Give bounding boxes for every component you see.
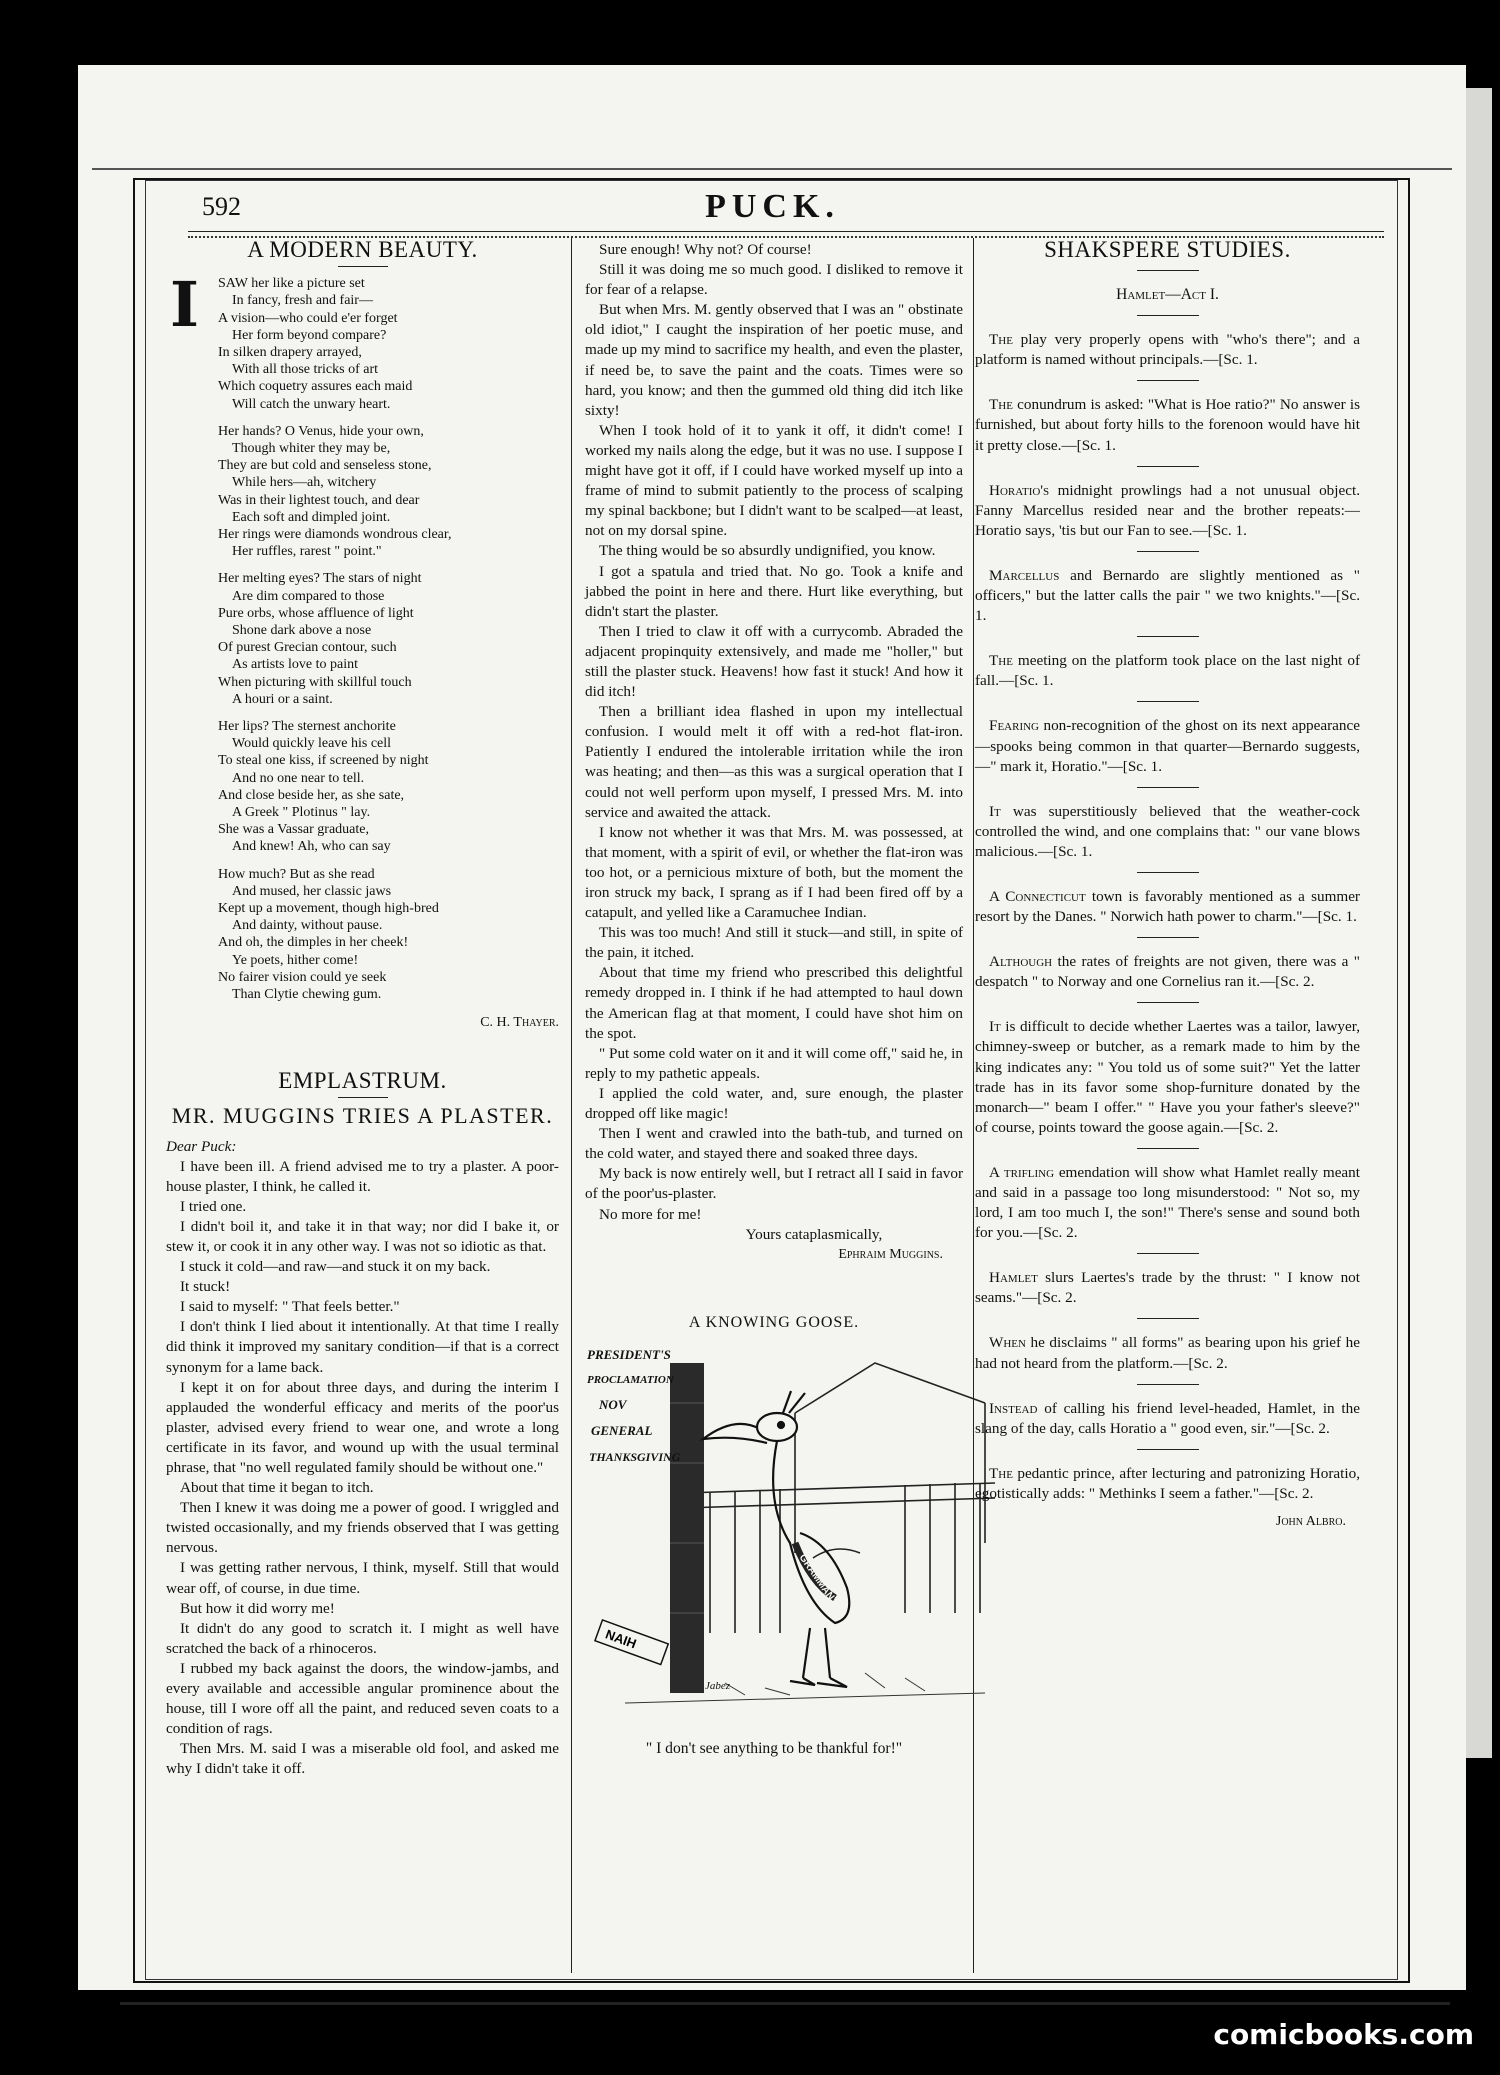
poem-line: Than Clytie chewing gum. xyxy=(232,987,382,1003)
item-divider xyxy=(1137,1449,1199,1450)
paragraph: I was getting rather nervous, I think, myself. Still that would wear off, of course, in due time. xyxy=(166,1559,559,1597)
paragraph: I kept it on for about three days, and during the interim I applauded the wonderful efficacy and merits of the poor'us plaster, advised every friend to wear one, and wrote a long certificate in its favor, and wound up with the usual terminal phrase, that "no well regulated family should be without one." xyxy=(166,1378,559,1476)
item-text: play very properly opens with "who's there"; and a platform is named without principals.—[Sc. 1. xyxy=(975,331,1360,369)
sign-text-5: THANKSGIVING xyxy=(589,1449,681,1464)
paragraph: No more for me! xyxy=(599,1205,702,1223)
article-body xyxy=(166,1157,559,1780)
shakspere-item xyxy=(975,1399,1360,1439)
watermark: comicbooks.com xyxy=(1213,2018,1474,2051)
paragraph: Then I went and crawled into the bath-tub, and turned on the cold water, and stayed there and soaked three days. xyxy=(585,1125,963,1163)
shakspere-item xyxy=(975,952,1360,992)
poem-line: Are dim compared to those xyxy=(232,588,385,604)
poem-line: How much? But as she read xyxy=(218,866,375,882)
poem-line: And knew! Ah, who can say xyxy=(232,839,391,855)
poem-line: Which coquetry assures each maid xyxy=(218,379,413,395)
paragraph: I stuck it cold—and raw—and stuck it on my back. xyxy=(180,1258,491,1276)
poem-line: A vision—who could e'er forget xyxy=(218,310,398,326)
poem-line: Will catch the unwary heart. xyxy=(232,396,391,412)
poem-line: In fancy, fresh and fair— xyxy=(232,293,373,309)
poem-line: Was in their lightest touch, and dear xyxy=(218,492,420,508)
item-lead: A Connecticut xyxy=(989,887,1086,905)
shakspere-item xyxy=(975,1464,1360,1504)
title-rule xyxy=(338,266,388,267)
shakspere-item xyxy=(975,566,1360,626)
shakspere-item xyxy=(975,651,1360,691)
poem-author: C. H. Thayer. xyxy=(480,1015,559,1031)
column-1 xyxy=(166,237,559,1780)
title-rule xyxy=(338,1097,388,1098)
salutation: Dear Puck: xyxy=(166,1137,237,1155)
item-text: and Bernardo are slightly mentioned as " officers," but the latter calls the pair " we two knights."—[Sc. 1. xyxy=(975,566,1360,625)
item-divider xyxy=(1137,787,1199,788)
paragraph: About that time my friend who prescribed this delightful remedy dropped in. I think if he had attempted to haul down the American flag at that moment, I could have shot him on the spot. xyxy=(585,964,963,1042)
band-text: GRAMMANY xyxy=(796,1552,840,1608)
article-body-continued xyxy=(585,240,963,1225)
poem-line: Each soft and dimpled joint. xyxy=(232,509,391,525)
shakspere-item xyxy=(975,887,1360,927)
poem-line: And oh, the dimples in her cheek! xyxy=(218,935,409,951)
paragraph: Then Mrs. M. said I was a miserable old fool, and asked me why I didn't take it off. xyxy=(166,1740,559,1778)
top-rule xyxy=(92,168,1452,170)
paragraph: But how it did worry me! xyxy=(180,1599,335,1617)
item-text: non-recognition of the ghost on its next appearance—spooks being common in that quarter—Bernardo suggests,—" mark it, Horatio."—[Sc. 1. xyxy=(975,717,1360,775)
page-number: 592 xyxy=(202,192,241,221)
paragraph: This was too much! And still it stuck—and still, in spite of the pain, it itched. xyxy=(585,924,963,962)
poem-stanza xyxy=(218,866,559,1004)
item-divider xyxy=(1137,872,1199,873)
item-divider xyxy=(1137,1384,1199,1385)
paragraph: When I took hold of it to yank it off, it didn't come! I worked my nails along the edge, but it was no use. I suppose I might have got it off, if I could have worked myself up into a frame of mind to submit patiently to the process of scalping my spinal backbone; but I didn't want to be scalped—at least, not on my dorsal spine. xyxy=(585,421,963,540)
item-lead: Fearing xyxy=(989,717,1039,735)
shakspere-subtitle: Hamlet—Act I. xyxy=(1116,286,1219,304)
item-lead: A trifling xyxy=(989,1163,1055,1181)
poem-line: No fairer vision could ye seek xyxy=(218,969,387,985)
poem-line: To steal one kiss, if screened by night xyxy=(218,753,429,769)
poem-line: In silken drapery arrayed, xyxy=(218,344,362,360)
poem-line: Pure orbs, whose affluence of light xyxy=(218,605,414,621)
item-lead: The xyxy=(989,652,1013,670)
column-3 xyxy=(975,237,1360,1532)
poem-line: Her rings were diamonds wondrous clear, xyxy=(218,526,452,542)
item-text: slurs Laertes's trade by the thrust: " I know not seams."—[Sc. 2. xyxy=(975,1269,1360,1307)
item-lead: It xyxy=(989,802,1001,820)
paragraph: I didn't boil it, and take it in that way; nor did I bake it, or stew it, or cook it in any other way. I was not so idiotic as that. xyxy=(166,1217,559,1255)
poem-line: She was a Vassar graduate, xyxy=(218,822,369,838)
poem-line: Her form beyond compare? xyxy=(232,327,387,343)
poem-line: Ye poets, hither come! xyxy=(232,952,359,968)
paragraph: Still it was doing me so much good. I disliked to remove it for fear of a relapse. xyxy=(585,261,963,299)
artist-signature: Jabez xyxy=(705,1679,731,1692)
item-lead: Instead xyxy=(989,1399,1038,1417)
poem-line: And mused, her classic jaws xyxy=(232,883,392,899)
item-lead: Marcellus xyxy=(989,566,1060,584)
article-title: EMPLASTRUM. xyxy=(278,1068,447,1094)
item-text: town is favorably mentioned as a summer resort by the Danes. " Norwich hath power to charm."—[Sc. 1. xyxy=(975,887,1360,926)
shakspere-item xyxy=(975,802,1360,862)
item-divider xyxy=(1137,1002,1199,1003)
shakspere-item xyxy=(975,330,1360,370)
poem-line: A Greek " Plotinus " lay. xyxy=(232,804,371,820)
column-rule-1 xyxy=(571,238,572,1973)
paragraph: It didn't do any good to scratch it. I might as well have scratched the back of a rhinoceros. xyxy=(166,1619,559,1657)
poem-line: Would quickly leave his cell xyxy=(232,736,392,752)
shakspere-item xyxy=(975,716,1360,776)
article-signature: Ephraim Muggins. xyxy=(838,1246,943,1262)
sign-text-4: GENERAL xyxy=(591,1422,653,1438)
poem-stanza xyxy=(218,570,559,708)
adjacent-page-edge xyxy=(1466,88,1492,1758)
item-text: of calling his friend level-headed, Hamlet, in the slang of the day, calls Horatio a " good even, sir."—[Sc. 2. xyxy=(975,1399,1360,1437)
item-lead: It xyxy=(989,1018,1001,1036)
item-lead: The xyxy=(989,396,1013,414)
paragraph: I know not whether it was that Mrs. M. was possessed, at that moment, with a spirit of evil, or whether the flat-iron was too hot, or a pernicious mixture of both, but the moment the iron struck my back, I sprang as if I had been fired off by a catapult, and yelled like a Caramuchee Indian. xyxy=(585,823,963,922)
item-divider xyxy=(1137,701,1199,702)
masthead: PUCK. xyxy=(705,188,840,225)
poem xyxy=(166,268,559,1003)
item-text: pedantic prince, after lecturing and patronizing Horatio, egotistically adds: " Methinks I seem a father."—[Sc. 2. xyxy=(975,1464,1360,1502)
item-lead: The xyxy=(989,331,1013,349)
poem-line: Her hands? O Venus, hide your own, xyxy=(218,423,424,439)
poem-line: Her lips? The sternest anchorite xyxy=(218,718,396,734)
shakspere-item xyxy=(975,1017,1360,1138)
shakspere-item xyxy=(975,1163,1360,1243)
poem-stanza xyxy=(218,718,559,856)
poem-line: And dainty, without pause. xyxy=(232,918,383,934)
item-text: emendation will show what Hamlet really meant and said in a passage too long misunderstood: " Not so, my lord, I am too much I, the son!" There's sense and sound both for you.—[Sc. 2. xyxy=(975,1163,1360,1242)
item-lead: Although xyxy=(989,953,1053,971)
poem-line: Shone dark above a nose xyxy=(232,622,372,638)
paragraph: But when Mrs. M. gently observed that I was an " obstinate old idiot," I caught the inspiration of her poetic muse, and made up my mind to sacrifice my health, and even the plaster, if need be, to save the paint and the coats. Times were so hard, you know; and then the gummed old thing did itch like sixty! xyxy=(585,301,963,419)
paragraph: Then I knew it was doing me a power of good. I wriggled and twisted occasionally, and my friends observed that I was getting nervous. xyxy=(166,1499,559,1557)
item-text: meeting on the platform took place on the last night of fall.—[Sc. 1. xyxy=(975,652,1360,690)
paragraph: My back is now entirely well, but I retract all I said in favor of the poor'us-plaster. xyxy=(585,1165,963,1203)
shakspere-item xyxy=(975,1333,1360,1373)
poem-title: A MODERN BEAUTY. xyxy=(247,237,478,262)
shakspere-item xyxy=(975,1268,1360,1308)
poem-line: With all those tricks of art xyxy=(232,362,379,378)
paragraph: I applied the cold water, and, sure enough, the plaster dropped off like magic! xyxy=(585,1084,963,1123)
poem-line: Though whiter they may be, xyxy=(232,440,391,456)
item-divider xyxy=(1137,636,1199,637)
paragraph: Sure enough! Why not? Of course! xyxy=(599,241,812,258)
poem-line: Her melting eyes? The stars of night xyxy=(218,571,422,587)
item-divider xyxy=(1137,466,1199,467)
board-text: NAIH xyxy=(603,1626,639,1652)
goose-cartoon-drawing xyxy=(585,1343,1005,1733)
paragraph: I tried one. xyxy=(180,1197,247,1215)
drop-cap: I xyxy=(170,268,200,342)
title-rule xyxy=(1137,270,1199,271)
cartoon-illustration xyxy=(585,1343,1005,1733)
sign-text-1: PRESIDENT'S xyxy=(587,1346,671,1362)
closing: Yours cataplasmically, xyxy=(745,1225,883,1243)
column-2 xyxy=(585,240,963,1759)
cartoon-title: A KNOWING GOOSE. xyxy=(688,1313,860,1331)
paragraph: Then I tried to claw it off with a currycomb. Abraded the adjacent propinquity extensively, and made me "holler," but still the plaster stuck. Heavens! how fast it stuck! And how it did itch! xyxy=(585,622,963,701)
paragraph: I said to myself: " That feels better." xyxy=(180,1298,400,1316)
item-text: is difficult to decide whether Laertes was a tailor, lawyer, chimney-sweep or butcher, as a remark made to him by the king indicates any: " You told us of some suit?" Yet the latter trade has in its favor some shop-furniture donated by the monarch—" beam I offer." " Have you your father's sleeve?" of course, points toward the goose again.—[Sc. 2. xyxy=(975,1018,1360,1136)
poem-line: They are but cold and senseless stone, xyxy=(218,458,432,474)
poem-line: SAW her like a picture set xyxy=(218,276,365,292)
page-header xyxy=(150,188,1395,234)
subtitle-rule xyxy=(1137,315,1199,316)
paragraph: I don't think I lied about it intentionally. At that time I really did think it improved my sanitary condition—if that is a correct synonym for a lame back. xyxy=(166,1318,559,1376)
item-divider xyxy=(1137,380,1199,381)
cartoon-caption: " I don't see anything to be thankful for!" xyxy=(645,1739,903,1757)
paragraph: I have been ill. A friend advised me to try a plaster. A poor-house plaster, I think, he called it. xyxy=(166,1157,559,1195)
paragraph: " Put some cold water on it and it will come off," said he, in reply to my pathetic appeals. xyxy=(585,1044,963,1082)
poem-line: While hers—ah, witchery xyxy=(232,475,377,491)
item-text: he disclaims " all forms" as bearing upon his grief he had not heard from the platform.—[Sc. 2. xyxy=(975,1334,1360,1372)
poem-line: A houri or a saint. xyxy=(232,691,333,707)
item-text: conundrum is asked: "What is Hoe ratio?" No answer is furnished, but about forty hills to the forenoon would have hit it pretty close.—[Sc. 1. xyxy=(975,396,1360,454)
poem-line: And close beside her, as she sate, xyxy=(218,787,405,803)
item-text: was superstitiously believed that the weather-cock controlled the wind, and one complains that: " our vane blows malicious.—[Sc. 1. xyxy=(975,802,1360,860)
item-divider xyxy=(1137,1253,1199,1254)
paragraph: About that time it began to itch. xyxy=(180,1479,374,1497)
item-divider xyxy=(1137,1148,1199,1149)
item-lead: When xyxy=(989,1334,1026,1352)
sign-text-2: PROCLAMATION xyxy=(587,1373,674,1386)
shakspere-item xyxy=(975,395,1360,455)
shakspere-item xyxy=(975,481,1360,541)
poem-line: Of purest Grecian contour, such xyxy=(218,640,397,656)
item-divider xyxy=(1137,1318,1199,1319)
item-lead: The xyxy=(989,1464,1013,1482)
article-subtitle: MR. MUGGINS TRIES A PLASTER. xyxy=(171,1103,554,1129)
paragraph: I rubbed my back against the doors, the window-jambs, and every available and accessible angular prominence about the house, till I wore off all the paint, and reduced seven coats to a condition of rags. xyxy=(166,1659,559,1738)
poem-line: When picturing with skillful touch xyxy=(218,674,412,690)
poem-stanza xyxy=(218,275,559,413)
bottom-rule xyxy=(120,2002,1450,2005)
item-divider xyxy=(1137,937,1199,938)
sign-text-3: NOV xyxy=(599,1396,627,1412)
item-divider xyxy=(1137,551,1199,552)
paragraph: The thing would be so absurdly undignified, you know. xyxy=(599,542,936,560)
item-text: midnight prowlings had a not unusual object. Fanny Marcellus resided near and the brother repeats:—Horatio says, 'tis but our Fan to see.—[Sc. 1. xyxy=(975,481,1360,539)
item-text: the rates of freights are not given, there was a " despatch " to Norway and one Cornelius ran it.—[Sc. 2. xyxy=(975,953,1360,991)
shakspere-title: SHAKSPERE STUDIES. xyxy=(1044,237,1291,262)
poem-line: Her ruffles, rarest " point." xyxy=(232,544,382,560)
item-lead: Horatio's xyxy=(989,481,1050,499)
poem-stanzas xyxy=(218,275,559,1003)
item-lead: Hamlet xyxy=(989,1269,1038,1287)
paragraph: It stuck! xyxy=(180,1278,231,1296)
paragraph: I got a spatula and tried that. No go. Took a knife and jabbed the point in here and there. Hurt like everything, but didn't start the plaster. xyxy=(585,562,963,620)
poem-stanza xyxy=(218,423,559,561)
poem-line: As artists love to paint xyxy=(232,657,358,673)
shakspere-signature: John Albro. xyxy=(1275,1514,1346,1530)
shakspere-items xyxy=(975,330,1360,1504)
paragraph: Then a brilliant idea flashed in upon my intellectual confusion. I would melt it off with a red-hot flat-iron. Patiently I endured the intolerable irritation while the iron was heating; and then—as this was a surgical operation that I could not well perform upon myself, I pressed Mrs. M. into service and awaited the attack. xyxy=(585,703,963,821)
poem-line: And no one near to tell. xyxy=(232,770,365,786)
poem-line: Kept up a movement, though high-bred xyxy=(218,901,439,916)
